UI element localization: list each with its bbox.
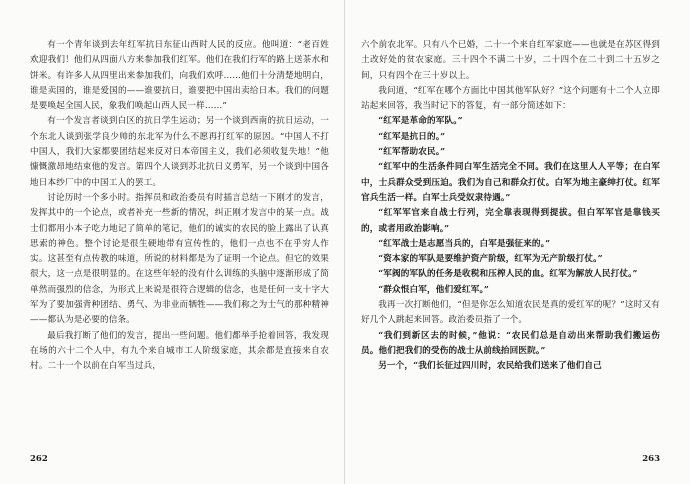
paragraph: 我问道，“红军在哪个方面比中国其他军队好？”这个问题有十二个人立即站起来回答，我当时记下的答复，有一部分简述如下： bbox=[361, 85, 660, 112]
paragraph: 我再一次打断他们，“但是你怎么知道农民是真的爱红军的呢？”这时又有好几个人跳起来回答。政治委员指了一个。 bbox=[361, 300, 660, 326]
paragraph: 最后我打断了他们的发言，提出一些问题。他们都举手抢着回答，我发现在场的六十二个人中，有九个来自城市工人阶级家庭，其余都是直接来自农村。二十一个以前在白军当过兵， bbox=[30, 330, 329, 372]
paragraph: 六个前农北军。只有八个已婚，二十一个来自红军家庭——也就是在苏区得到土改好处的贫农家庭。三十四个不满二十岁，二十四个在二十到二十五岁之间，只有四个在三十岁以上。 bbox=[361, 40, 660, 81]
quote: “红军是抗日的。” bbox=[378, 131, 446, 142]
quote: “资本家的军队是要维护资产阶级，红军为无产阶级打仗。” bbox=[378, 254, 603, 265]
right-page bbox=[345, 0, 690, 484]
page-number-right: 263 bbox=[642, 454, 660, 464]
right-page-text bbox=[361, 38, 660, 375]
paragraph: 有一个青年谈到去年红军抗日东征山西时人民的反应。他叫道：“老百姓欢迎我们！他们从四面八方来参加我们红军。他们在我们行军的路上送茶水和饼米。有许多人从四里出来参加我们，向我们欢呼……他们十分清楚地明白，谁是卖国的，谁是爱国的——谁要抗日，谁要把中国出卖给日本。我们的问题是要唤起全国人民，象我们唤起山西人民一样……” bbox=[30, 40, 329, 112]
quote: “红军帮助农民。” bbox=[378, 147, 446, 158]
quote: “红军战士是志愿当兵的，白军是强征来的。” bbox=[378, 238, 551, 249]
quote: 另一个，“我们长征过四川时，农民给我们送来了他们自己 bbox=[378, 361, 602, 372]
quote: “军阀的军队的任务是收税和压榨人民的血。红军为解放人民打仗。” bbox=[378, 269, 638, 280]
page-number-left: 262 bbox=[30, 454, 48, 464]
left-page-text bbox=[30, 38, 329, 375]
paragraph: 讨论历时一个多小时。指挥员和政治委员有时插言总结一下刚才的发言，发挥其中的一个论点，或者补充一些新的情况，纠正刚才发言中的某一点。战士们都用小本子吃力地记了简单的笔记，他们的诚实的农民的脸上露出了认真思索的神色。整个讨论是很生硬地带有宣传性的，他们一点也不在乎穷人作实。这甚至有点传教的味道，所说的材料都是为了证明一个论点。但它的效果很大，这一点是很明显的。在这些年轻的没有什么训练的头脑中逐渐形成了简单然而强烈的信念，为形式上来说是很符合逻辑的信念，也是任何一支十字大军为了要加强背种团结、勇气、为非业而牺牲——我们称之为士气的那种精神——都认为是必要的信条。 bbox=[30, 192, 329, 326]
quote: “红军是革命的军队。” bbox=[378, 116, 463, 127]
quote: “我们到新区去的时候，”他说：“农民们总是自动出来帮助我们搬运伤员。他们把我们的受伤的战士从前线抬回医院。” bbox=[361, 330, 660, 356]
paragraph: 有一个发言者谈到白区的抗日学生运动；另一个谈到西南的抗日运动，一个东北人谈到张学良少帅的东北军为什么不愿再打红军的原因。“中国人不打中国人，我们大家都要团结起来反对日本帝国主义，我们必须收复失地！”他慷慨激昂地结束他的发言。第四个人谈到苏北抗日义勇军，另一个谈到中国各地日本纱厂中的中国工人的罢工。 bbox=[30, 116, 329, 188]
quote: “红军中的生活条件同白军生活完全不同。我们在这里人人平等；在白军中，士兵群众受到压迫。我们为自己和群众打仗。白军为地主豪绅打仗。红军官兵生活一样。白军士兵受奴隶待遇。” bbox=[361, 162, 660, 203]
quote: “红军军官来自战士行列，完全靠表现得到提拔。但白军军官是靠钱买的，或者用政治影响。” bbox=[361, 208, 660, 234]
quote: “群众恨白军，他们爱红军。” bbox=[378, 284, 489, 295]
